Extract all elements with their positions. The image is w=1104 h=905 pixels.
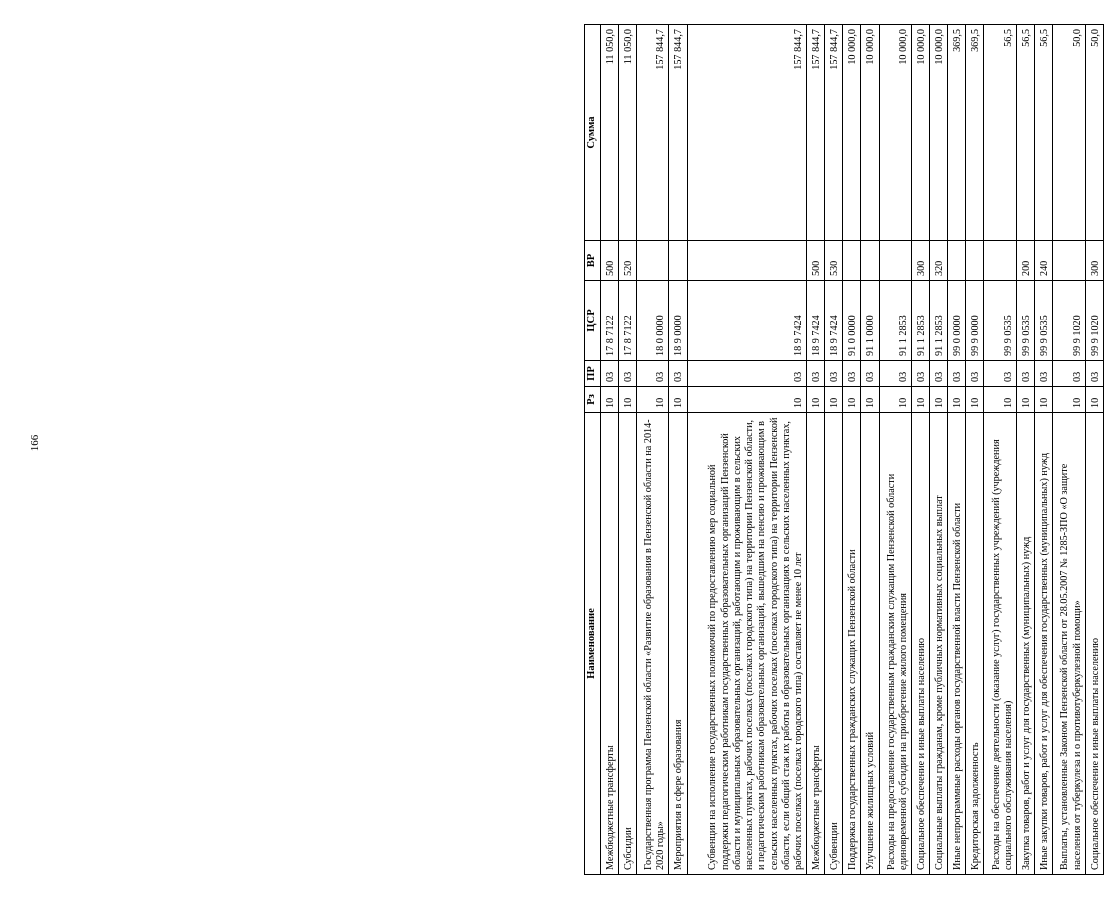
- table-row: [879, 25, 912, 875]
- cell-rz: 10: [1085, 387, 1103, 413]
- cell-sum: 50,0: [1053, 25, 1086, 241]
- cell-pr: 03: [984, 361, 1017, 387]
- cell-vr: 240: [1035, 241, 1053, 281]
- cell-name: Социальное обеспечение и иные выплаты населению: [912, 413, 930, 875]
- cell-csr: 17 8 7122: [600, 281, 618, 361]
- cell-sum: 11 050,0: [618, 25, 636, 241]
- cell-rz: 10: [669, 387, 687, 413]
- cell-vr: [636, 241, 669, 281]
- cell-rz: 10: [687, 387, 807, 413]
- cell-vr: 520: [618, 241, 636, 281]
- cell-csr: 99 0 0000: [948, 281, 966, 361]
- cell-sum: 157 844,7: [807, 25, 825, 241]
- table-row: [948, 25, 966, 875]
- cell-sum: 56,5: [984, 25, 1017, 241]
- cell-csr: 99 9 0535: [1017, 281, 1035, 361]
- cell-pr: 03: [825, 361, 843, 387]
- cell-vr: [669, 241, 687, 281]
- table-row: [636, 25, 669, 875]
- budget-table: [584, 24, 1104, 875]
- cell-vr: [861, 241, 879, 281]
- cell-vr: 300: [1085, 241, 1103, 281]
- cell-name: Субвенции: [825, 413, 843, 875]
- header-row: [585, 25, 601, 875]
- cell-pr: 03: [1053, 361, 1086, 387]
- cell-name: Закупка товаров, работ и услуг для государственных (муниципальных) нужд: [1017, 413, 1035, 875]
- table-row: [984, 25, 1017, 875]
- cell-name: Социальные выплаты гражданам, кроме публичных нормативных социальных выплат: [930, 413, 948, 875]
- cell-rz: 10: [861, 387, 879, 413]
- table-row: [618, 25, 636, 875]
- cell-sum: 50,0: [1085, 25, 1103, 241]
- cell-rz: 10: [984, 387, 1017, 413]
- cell-vr: [948, 241, 966, 281]
- table-row: [1085, 25, 1103, 875]
- cell-name: Кредиторская задолженность: [966, 413, 984, 875]
- cell-sum: 10 000,0: [843, 25, 861, 241]
- header-csr: ЦСР: [585, 281, 601, 361]
- cell-name: Улучшение жилищных условий: [861, 413, 879, 875]
- table-row: [807, 25, 825, 875]
- cell-vr: 300: [912, 241, 930, 281]
- cell-csr: 99 9 1020: [1085, 281, 1103, 361]
- table-row: [825, 25, 843, 875]
- cell-pr: 03: [636, 361, 669, 387]
- cell-pr: 03: [807, 361, 825, 387]
- cell-sum: 10 000,0: [912, 25, 930, 241]
- cell-csr: 18 0 0000: [636, 281, 669, 361]
- cell-pr: 03: [861, 361, 879, 387]
- cell-csr: 91 1 0000: [861, 281, 879, 361]
- header-rz: Рз: [585, 387, 601, 413]
- cell-csr: 18 9 7424: [687, 281, 807, 361]
- cell-csr: 91 1 2853: [912, 281, 930, 361]
- cell-vr: 200: [1017, 241, 1035, 281]
- cell-csr: 18 9 7424: [825, 281, 843, 361]
- cell-name: Выплаты, установленные Законом Пензенской области от 28.05.2007 № 1285-ЗПО «О защите населения от туберкулеза и о противотуберкулезной помощи»: [1053, 413, 1086, 875]
- cell-vr: 530: [825, 241, 843, 281]
- cell-name: Поддержка государственных гражданских служащих Пензенской области: [843, 413, 861, 875]
- cell-csr: 91 0 0000: [843, 281, 861, 361]
- cell-sum: 56,5: [1035, 25, 1053, 241]
- cell-name: Социальное обеспечение и иные выплаты населению: [1085, 413, 1103, 875]
- cell-csr: 99 9 0535: [984, 281, 1017, 361]
- cell-vr: [843, 241, 861, 281]
- cell-sum: 10 000,0: [861, 25, 879, 241]
- cell-rz: 10: [966, 387, 984, 413]
- header-sum: Сумма: [585, 25, 601, 241]
- cell-pr: 03: [843, 361, 861, 387]
- cell-pr: 03: [912, 361, 930, 387]
- table-row: [912, 25, 930, 875]
- cell-rz: 10: [807, 387, 825, 413]
- header-name: Наименование: [585, 413, 601, 875]
- cell-rz: 10: [825, 387, 843, 413]
- cell-vr: 500: [600, 241, 618, 281]
- header-vr: ВР: [585, 241, 601, 281]
- cell-sum: 10 000,0: [930, 25, 948, 241]
- table-row: [843, 25, 861, 875]
- cell-sum: 369,5: [948, 25, 966, 241]
- cell-rz: 10: [618, 387, 636, 413]
- cell-vr: [984, 241, 1017, 281]
- cell-rz: 10: [912, 387, 930, 413]
- cell-name: Межбюджетные трансферты: [600, 413, 618, 875]
- cell-pr: 03: [1085, 361, 1103, 387]
- cell-sum: 56,5: [1017, 25, 1035, 241]
- cell-vr: [879, 241, 912, 281]
- table-row: [687, 25, 807, 875]
- cell-vr: 500: [807, 241, 825, 281]
- cell-csr: 99 9 1020: [1053, 281, 1086, 361]
- cell-rz: 10: [843, 387, 861, 413]
- cell-name: Мероприятия в сфере образования: [669, 413, 687, 875]
- cell-rz: 10: [948, 387, 966, 413]
- cell-name: Иные непрограммные расходы органов государственной власти Пензенской области: [948, 413, 966, 875]
- header-pr: ПР: [585, 361, 601, 387]
- cell-csr: 17 8 7122: [618, 281, 636, 361]
- rotated-page: [584, 25, 1104, 875]
- cell-sum: 369,5: [966, 25, 984, 241]
- cell-sum: 10 000,0: [879, 25, 912, 241]
- cell-csr: 91 1 2853: [930, 281, 948, 361]
- cell-pr: 03: [669, 361, 687, 387]
- table-row: [600, 25, 618, 875]
- table-row: [966, 25, 984, 875]
- cell-name: Субвенции на исполнение государственных полномочий по предоставлению мер социальной поддержки педагогическим работникам государственных образовательных организаций Пензенской области и муниципальных образовательных организаций, работающим и проживающим в сельских населенных пунктах, рабочих поселках (поселках городского типа) на территории Пензенской области, и педагогическим работникам образовательных организаций, вышедшим на пенсию и проживающим в сельских населенных пунктах, рабочих поселках (поселках городского типа) на территории Пензенской области, если общий стаж их работы в образовательных организациях в сельских населенных пунктах, рабочих поселках (поселках городского типа) составляет не менее 10 лет: [687, 413, 807, 875]
- cell-csr: 91 1 2853: [879, 281, 912, 361]
- cell-vr: 320: [930, 241, 948, 281]
- cell-rz: 10: [636, 387, 669, 413]
- cell-name: Межбюджетные трансферты: [807, 413, 825, 875]
- table-body: [600, 25, 1103, 875]
- cell-sum: 157 844,7: [825, 25, 843, 241]
- cell-pr: 03: [1035, 361, 1053, 387]
- table-row: [1053, 25, 1086, 875]
- cell-name: Иные закупки товаров, работ и услуг для обеспечения государственных (муниципальных) нужд: [1035, 413, 1053, 875]
- cell-pr: 03: [618, 361, 636, 387]
- cell-rz: 10: [1017, 387, 1035, 413]
- cell-csr: 18 9 0000: [669, 281, 687, 361]
- cell-rz: 10: [879, 387, 912, 413]
- cell-sum: 157 844,7: [636, 25, 669, 241]
- cell-rz: 10: [1035, 387, 1053, 413]
- cell-sum: 157 844,7: [669, 25, 687, 241]
- page-number: 166: [29, 434, 41, 452]
- cell-pr: 03: [930, 361, 948, 387]
- table-row: [1035, 25, 1053, 875]
- cell-pr: 03: [1017, 361, 1035, 387]
- cell-pr: 03: [966, 361, 984, 387]
- table-row: [669, 25, 687, 875]
- cell-pr: 03: [600, 361, 618, 387]
- cell-sum: 157 844,7: [687, 25, 807, 241]
- cell-rz: 10: [600, 387, 618, 413]
- cell-name: Субсидии: [618, 413, 636, 875]
- table-row: [861, 25, 879, 875]
- cell-vr: [1053, 241, 1086, 281]
- cell-csr: 99 9 0000: [966, 281, 984, 361]
- cell-name: Расходы на обеспечение деятельности (оказание услуг) государственных учреждений (учреждения социального обслуживания населения): [984, 413, 1017, 875]
- table-row: [1017, 25, 1035, 875]
- cell-pr: 03: [879, 361, 912, 387]
- table-row: [930, 25, 948, 875]
- cell-csr: 18 9 7424: [807, 281, 825, 361]
- cell-csr: 99 9 0535: [1035, 281, 1053, 361]
- cell-rz: 10: [930, 387, 948, 413]
- cell-name: Расходы на предоставление государственным гражданским служащим Пензенской области единовременной субсидии на приобретение жилого помещения: [879, 413, 912, 875]
- cell-pr: 03: [687, 361, 807, 387]
- cell-sum: 11 050,0: [600, 25, 618, 241]
- cell-rz: 10: [1053, 387, 1086, 413]
- cell-pr: 03: [948, 361, 966, 387]
- cell-name: Государственная программа Пензенской области «Развитие образования в Пензенской области на 2014-2020 годы»: [636, 413, 669, 875]
- cell-vr: [966, 241, 984, 281]
- cell-vr: [687, 241, 807, 281]
